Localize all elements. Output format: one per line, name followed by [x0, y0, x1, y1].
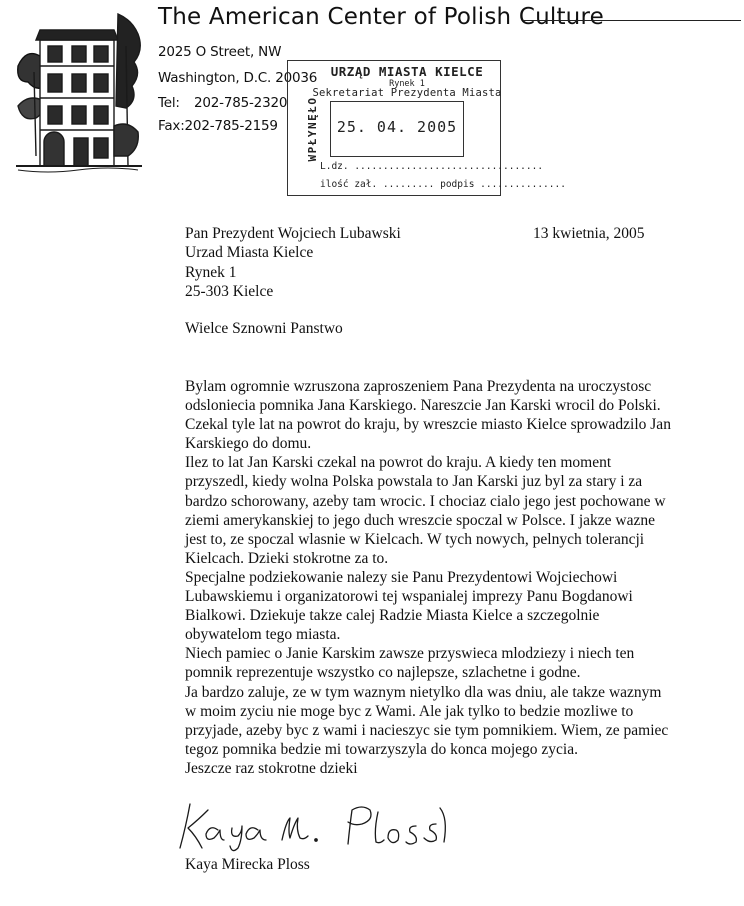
body-line: Bialkowi. Dziekuje takze calej Radzie Miasta Kielce a szczegolnie: [185, 607, 600, 625]
body-line: ziemi amerykanskiej to jego duch wreszcie spoczal w Polsce. I jakze wazne: [185, 511, 655, 529]
address-telephone: [158, 95, 287, 111]
body-line: Jeszcze raz stokrotne dzieki: [185, 759, 358, 777]
header-rule: [523, 20, 741, 21]
letter-date: 13 kwietnia, 2005: [533, 225, 645, 242]
stamp-office: Sekretariat Prezydenta Miasta: [312, 87, 502, 99]
body-line: pomnik reprezentuje wszystko co najlepsze, szlachetne i godne.: [185, 664, 581, 682]
stamp-side-label: [290, 71, 319, 187]
stamp-street: Rynek 1: [389, 79, 425, 89]
address-fax: [158, 118, 278, 134]
body-line: przyszedl, kiedy wolna Polska powstala to Jan Karski juz byl za stary i za: [185, 473, 643, 491]
body-line: Niech pamiec o Janie Karskim zawsze przyswieca mlodziezy i niech ten: [185, 645, 635, 663]
salutation: Wielce Sznowni Panstwo: [185, 320, 343, 337]
fax-label: Fax:: [158, 118, 185, 134]
stamp-attachments-signature-line: ilość zał. ......... podpis ...............: [320, 179, 566, 190]
address-street: 2025 O Street, NW: [158, 44, 282, 60]
signer-name: Kaya Mirecka Ploss: [185, 856, 310, 873]
recipient-postcode-city: 25-303 Kielce: [185, 283, 274, 300]
received-stamp: [287, 60, 566, 196]
body-line: Lubawskiemu i organizatorowi tej wspanialej imprezy Panu Bogdanowi: [185, 588, 633, 606]
organization-name: The American Center of Polish Culture: [158, 4, 604, 30]
address-city: Washington, D.C. 20036: [158, 70, 318, 86]
body-line: Ja bardzo zaluje, ze w tym waznym nietylko dla was dniu, ale takze waznym: [185, 683, 662, 701]
recipient-street: Rynek 1: [185, 264, 237, 281]
body-line: Karskiego do domu.: [185, 435, 312, 453]
body-line: jest to, ze spoczal wlasnie w Kielcach. W tych nowych, pelnych tolerancji: [185, 530, 645, 548]
body-line: Ilez to lat Jan Karski czekal na powrot do kraju. A kiedy ten moment: [185, 454, 612, 472]
body-line: odsloniecia pomnika Jana Karskiego. Nareszcie Jan Karski wrocil do Polski.: [185, 397, 661, 415]
stamp-received-text: WPŁYNĘŁO: [306, 96, 319, 162]
stamp-date: 25. 04. 2005: [336, 118, 458, 136]
body-line: przyjade, azeby byc z wami i nacieszyc sie tym pomnikiem. Wiem, ze pamiec: [185, 721, 669, 739]
telephone-number: 202-785-2320: [194, 95, 288, 111]
handwritten-signature: [178, 796, 468, 858]
body-line: Bylam ogromnie wzruszona zaproszeniem Pana Prezydenta na uroczystosc: [185, 378, 652, 395]
fax-number: 202-785-2159: [184, 118, 278, 134]
stamp-organization: URZĄD MIASTA KIELCE: [330, 64, 484, 79]
body-line: tegoz pomnika bedzie mi towarzyszyla do konca mojego zycia.: [185, 740, 578, 758]
body-line: Czekal tyle lat na powrot do kraju, by wreszcie miasto Kielce sprowadzilo Jan: [185, 416, 671, 434]
building-illustration-icon: [14, 6, 144, 176]
body-line: Kielcach. Dzieki stokrotne za to.: [185, 549, 389, 567]
telephone-label: Tel:: [158, 95, 180, 111]
recipient-office: Urzad Miasta Kielce: [185, 244, 314, 261]
stamp-reference-line: L.dz. .................................: [320, 161, 544, 172]
recipient-name: Pan Prezydent Wojciech Lubawski: [185, 225, 401, 242]
body-line: w moim zyciu nie moge byc z Wami. Ale jak tylko to bedzie mozliwe to: [185, 702, 634, 720]
stamp-date-box: [330, 101, 464, 157]
body-line: bardzo schorowany, azeby tam wrocic. I chociaz cialo jego jest pochowane w: [185, 492, 666, 510]
body-line: Specjalne podziekowanie nalezy sie Panu Prezydentowi Wojciechowi: [185, 568, 618, 586]
letter-body: [185, 377, 737, 778]
body-line: obywatelom tego miasta.: [185, 626, 341, 644]
